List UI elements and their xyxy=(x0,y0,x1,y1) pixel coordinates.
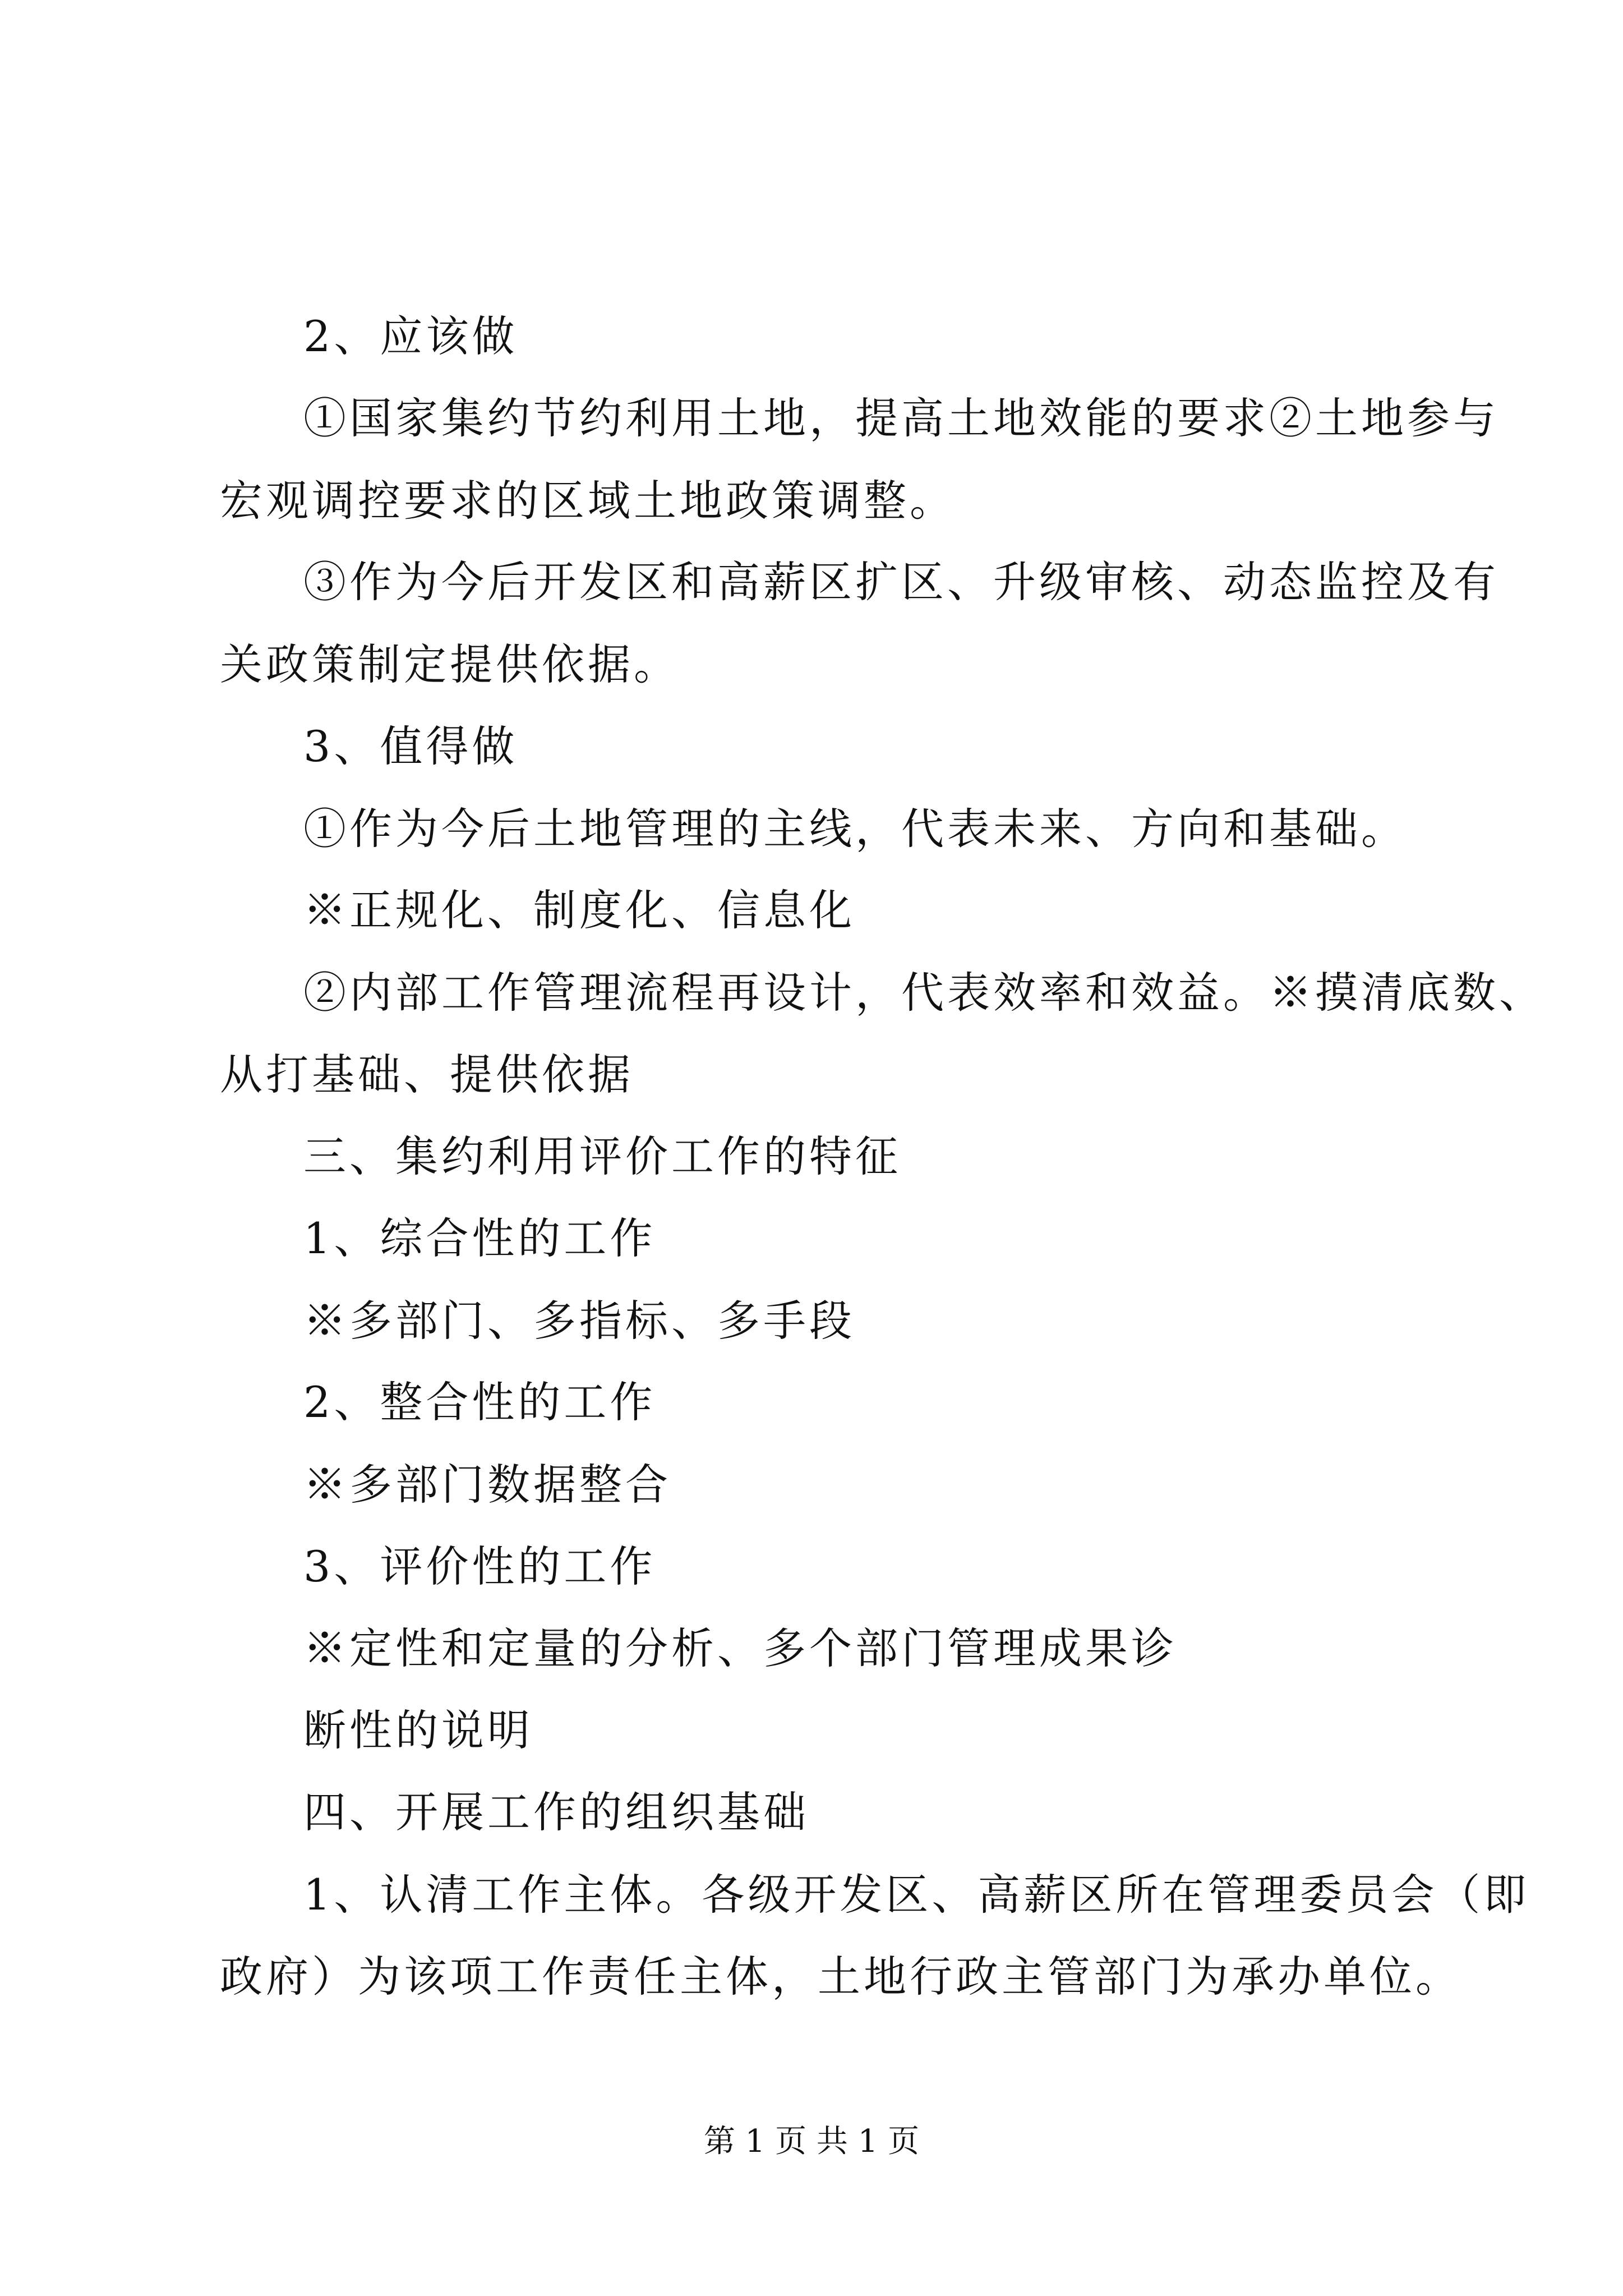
line-12: 1、综合性的工作 xyxy=(303,1213,656,1263)
line-2: ①国家集约节约利用土地，提高土地效能的要求②土地参与 xyxy=(303,393,1499,443)
line-15: ※多部门数据整合 xyxy=(303,1460,671,1510)
line-19: 四、开展工作的组织基础 xyxy=(303,1787,809,1837)
line-8: ※正规化、制度化、信息化 xyxy=(303,885,855,935)
line-6: 3、值得做 xyxy=(303,721,518,771)
line-16: 3、评价性的工作 xyxy=(303,1542,656,1591)
line-5: 关政策制定提供依据。 xyxy=(220,639,680,689)
line-20: 1、认清工作主体。各级开发区、高薪区所在管理委员会（即 xyxy=(303,1870,1530,1920)
line-9: ②内部工作管理流程再设计，代表效率和效益。※摸清底数、 xyxy=(303,968,1545,1018)
line-18: 断性的说明 xyxy=(303,1705,533,1755)
line-14: 2、整合性的工作 xyxy=(303,1377,656,1427)
line-3: 宏观调控要求的区域土地政策调整。 xyxy=(220,476,956,526)
line-4: ③作为今后开发区和高薪区扩区、升级审核、动态监控及有 xyxy=(303,557,1499,607)
line-11: 三、集约利用评价工作的特征 xyxy=(303,1131,901,1181)
line-13: ※多部门、多指标、多手段 xyxy=(303,1296,855,1346)
line-10: 从打基础、提供依据 xyxy=(220,1050,634,1099)
line-17: ※定性和定量的分析、多个部门管理成果诊 xyxy=(303,1623,1177,1673)
line-21: 政府）为该项工作责任主体，土地行政主管部门为承办单位。 xyxy=(220,1952,1461,2001)
page-number-footer: 第 1 页 共 1 页 xyxy=(703,2123,920,2160)
line-1: 2、应该做 xyxy=(303,311,518,361)
line-7: ①作为今后土地管理的主线，代表未来、方向和基础。 xyxy=(303,804,1407,854)
